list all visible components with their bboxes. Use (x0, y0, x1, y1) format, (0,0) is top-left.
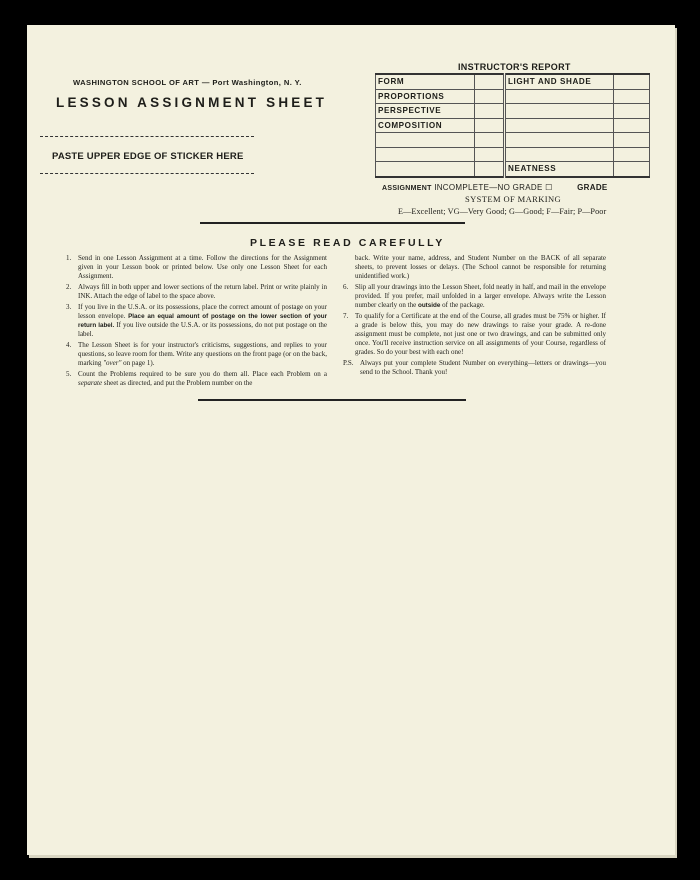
item-number: 4. (66, 341, 72, 349)
list-item (66, 341, 327, 368)
incomplete-no-grade: INCOMPLETE—NO GRADE (434, 183, 543, 192)
report-cell (505, 147, 614, 162)
table-row (376, 74, 650, 89)
report-cell (475, 162, 505, 177)
table-row (376, 118, 650, 133)
table-row (376, 162, 650, 177)
instructions-right-column (343, 254, 606, 379)
item-text: Always fill in both upper and lower sections of the return label. Print or write plainly in INK. Attach the edge of label to the space above. (78, 283, 327, 300)
sticker-bottom-dashed-line (40, 173, 254, 174)
table-row (376, 89, 650, 104)
report-cell (505, 89, 614, 104)
report-cell (614, 104, 650, 119)
list-item (66, 303, 327, 339)
report-cell (475, 104, 505, 119)
item-text-part: If you live in the U.S.A. or its possessions, place the correct amount of postage on your lesson envelope. (78, 303, 327, 320)
item-text (78, 303, 327, 339)
divider-top (200, 222, 465, 224)
item-text-italic: separate (78, 379, 103, 387)
item-text (78, 341, 327, 368)
report-cell (376, 162, 475, 177)
report-cell-proportions: PROPORTIONS (376, 89, 475, 104)
page-title: LESSON ASSIGNMENT SHEET (56, 95, 328, 110)
item-number: 3. (66, 303, 72, 311)
item-number: 1. (66, 254, 72, 262)
report-cell (614, 133, 650, 148)
list-item (66, 370, 327, 388)
list-item (343, 359, 606, 377)
item-number: 6. (343, 283, 349, 291)
instructor-report-title: INSTRUCTOR'S REPORT (458, 62, 571, 72)
divider-bottom (198, 399, 466, 401)
report-cell (614, 147, 650, 162)
item-text: Send in one Lesson Assignment at a time. Follow the directions for the Assignment given in your Lesson book or printed below. Use only one Lesson Sheet for each Assignment. (78, 254, 327, 280)
item-5-continuation: back. Write your name, address, and Student Number on the BACK of all separate sheets, to prevent losses or delays. (The School cannot be responsible for returning unidentified work.) (355, 254, 606, 280)
report-cell (614, 162, 650, 177)
report-cell (505, 133, 614, 148)
list-item (343, 312, 606, 357)
item-text: Always put your complete Student Number on everything—letters or drawings—you send to the School. Thank you! (360, 359, 606, 376)
assignment-status-line (382, 183, 608, 192)
assignment-label: ASSIGNMENT (382, 185, 432, 192)
sticker-top-dashed-line (40, 136, 254, 137)
report-cell (505, 104, 614, 119)
report-cell (614, 89, 650, 104)
item-text-part: Count the Problems required to be sure you do them all. Place each Problem on a (78, 370, 327, 378)
instructions-left-column (66, 254, 327, 390)
please-read-heading: PLEASE READ CAREFULLY (250, 237, 445, 249)
item-text-bold: Place an equal amount of postage on the lower section of your return label. (78, 313, 328, 329)
table-row (376, 147, 650, 162)
report-cell-light-shade: LIGHT AND SHADE (505, 74, 614, 89)
marking-scale: E—Excellent; VG—Very Good; G—Good; F—Fair; P—Poor (398, 207, 607, 216)
item-number: 5. (66, 370, 72, 378)
report-cell (475, 118, 505, 133)
report-cell (475, 89, 505, 104)
item-text (355, 283, 606, 310)
item-text-part: sheet as directed, and put the Problem number on the (103, 379, 253, 387)
item-text-part: Slip all your drawings into the Lesson Sheet, fold neatly in half, and mail in the envelope provided. If you prefer, mail unfolded in a larger envelope. Always write the Lesson number clearly on the (355, 283, 606, 309)
item-text-part: on page 1). (123, 359, 155, 367)
item-number: 2. (66, 283, 72, 291)
report-cell-form: FORM (376, 74, 475, 89)
incomplete-checkbox: ☐ (545, 183, 553, 192)
item-text (78, 370, 327, 388)
report-cell-composition: COMPOSITION (376, 118, 475, 133)
list-item (66, 254, 327, 281)
report-cell-neatness: NEATNESS (505, 162, 614, 177)
table-row (376, 104, 650, 119)
report-cell (475, 147, 505, 162)
report-cell (475, 74, 505, 89)
report-cell (505, 118, 614, 133)
item-text-italic: "over" (103, 359, 122, 367)
item-text-part: of the package. (442, 301, 485, 309)
list-item (343, 283, 606, 310)
instructor-report-table (375, 73, 650, 178)
report-cell (376, 147, 475, 162)
item-text: To qualify for a Certificate at the end of the Course, all grades must be 75% or higher. If a grade is below this, you may do new drawings to raise your grade. A re-done assignment must be complete, not just one or two drawings, and can be submitted only once. You'll receive instruction service on all assignments of your Course, regardless of grades. So do your best with each one! (355, 312, 606, 356)
item-text-bold: outside (417, 302, 441, 309)
list-item (66, 283, 327, 301)
grade-label: GRADE (577, 183, 608, 192)
item-text-part: If you live outside the U.S.A. or its possessions, do not put postage on the label. (78, 321, 327, 338)
report-cell (475, 133, 505, 148)
report-cell-perspective: PERSPECTIVE (376, 104, 475, 119)
item-number: P.S. (343, 359, 354, 367)
item-text-part: The Lesson Sheet is for your instructor's criticisms, suggestions, and replies to your questions, so leave room for them. Write any questions on the front page (or on the back, marking (78, 341, 327, 367)
report-cell (376, 133, 475, 148)
marking-system-title: SYSTEM OF MARKING (465, 194, 562, 204)
item-number: 7. (343, 312, 349, 320)
report-cell (614, 74, 650, 89)
sticker-instruction: PASTE UPPER EDGE OF STICKER HERE (52, 151, 244, 162)
school-name: WASHINGTON SCHOOL OF ART — Port Washington, N. Y. (73, 78, 302, 87)
report-cell (614, 118, 650, 133)
table-row (376, 133, 650, 148)
